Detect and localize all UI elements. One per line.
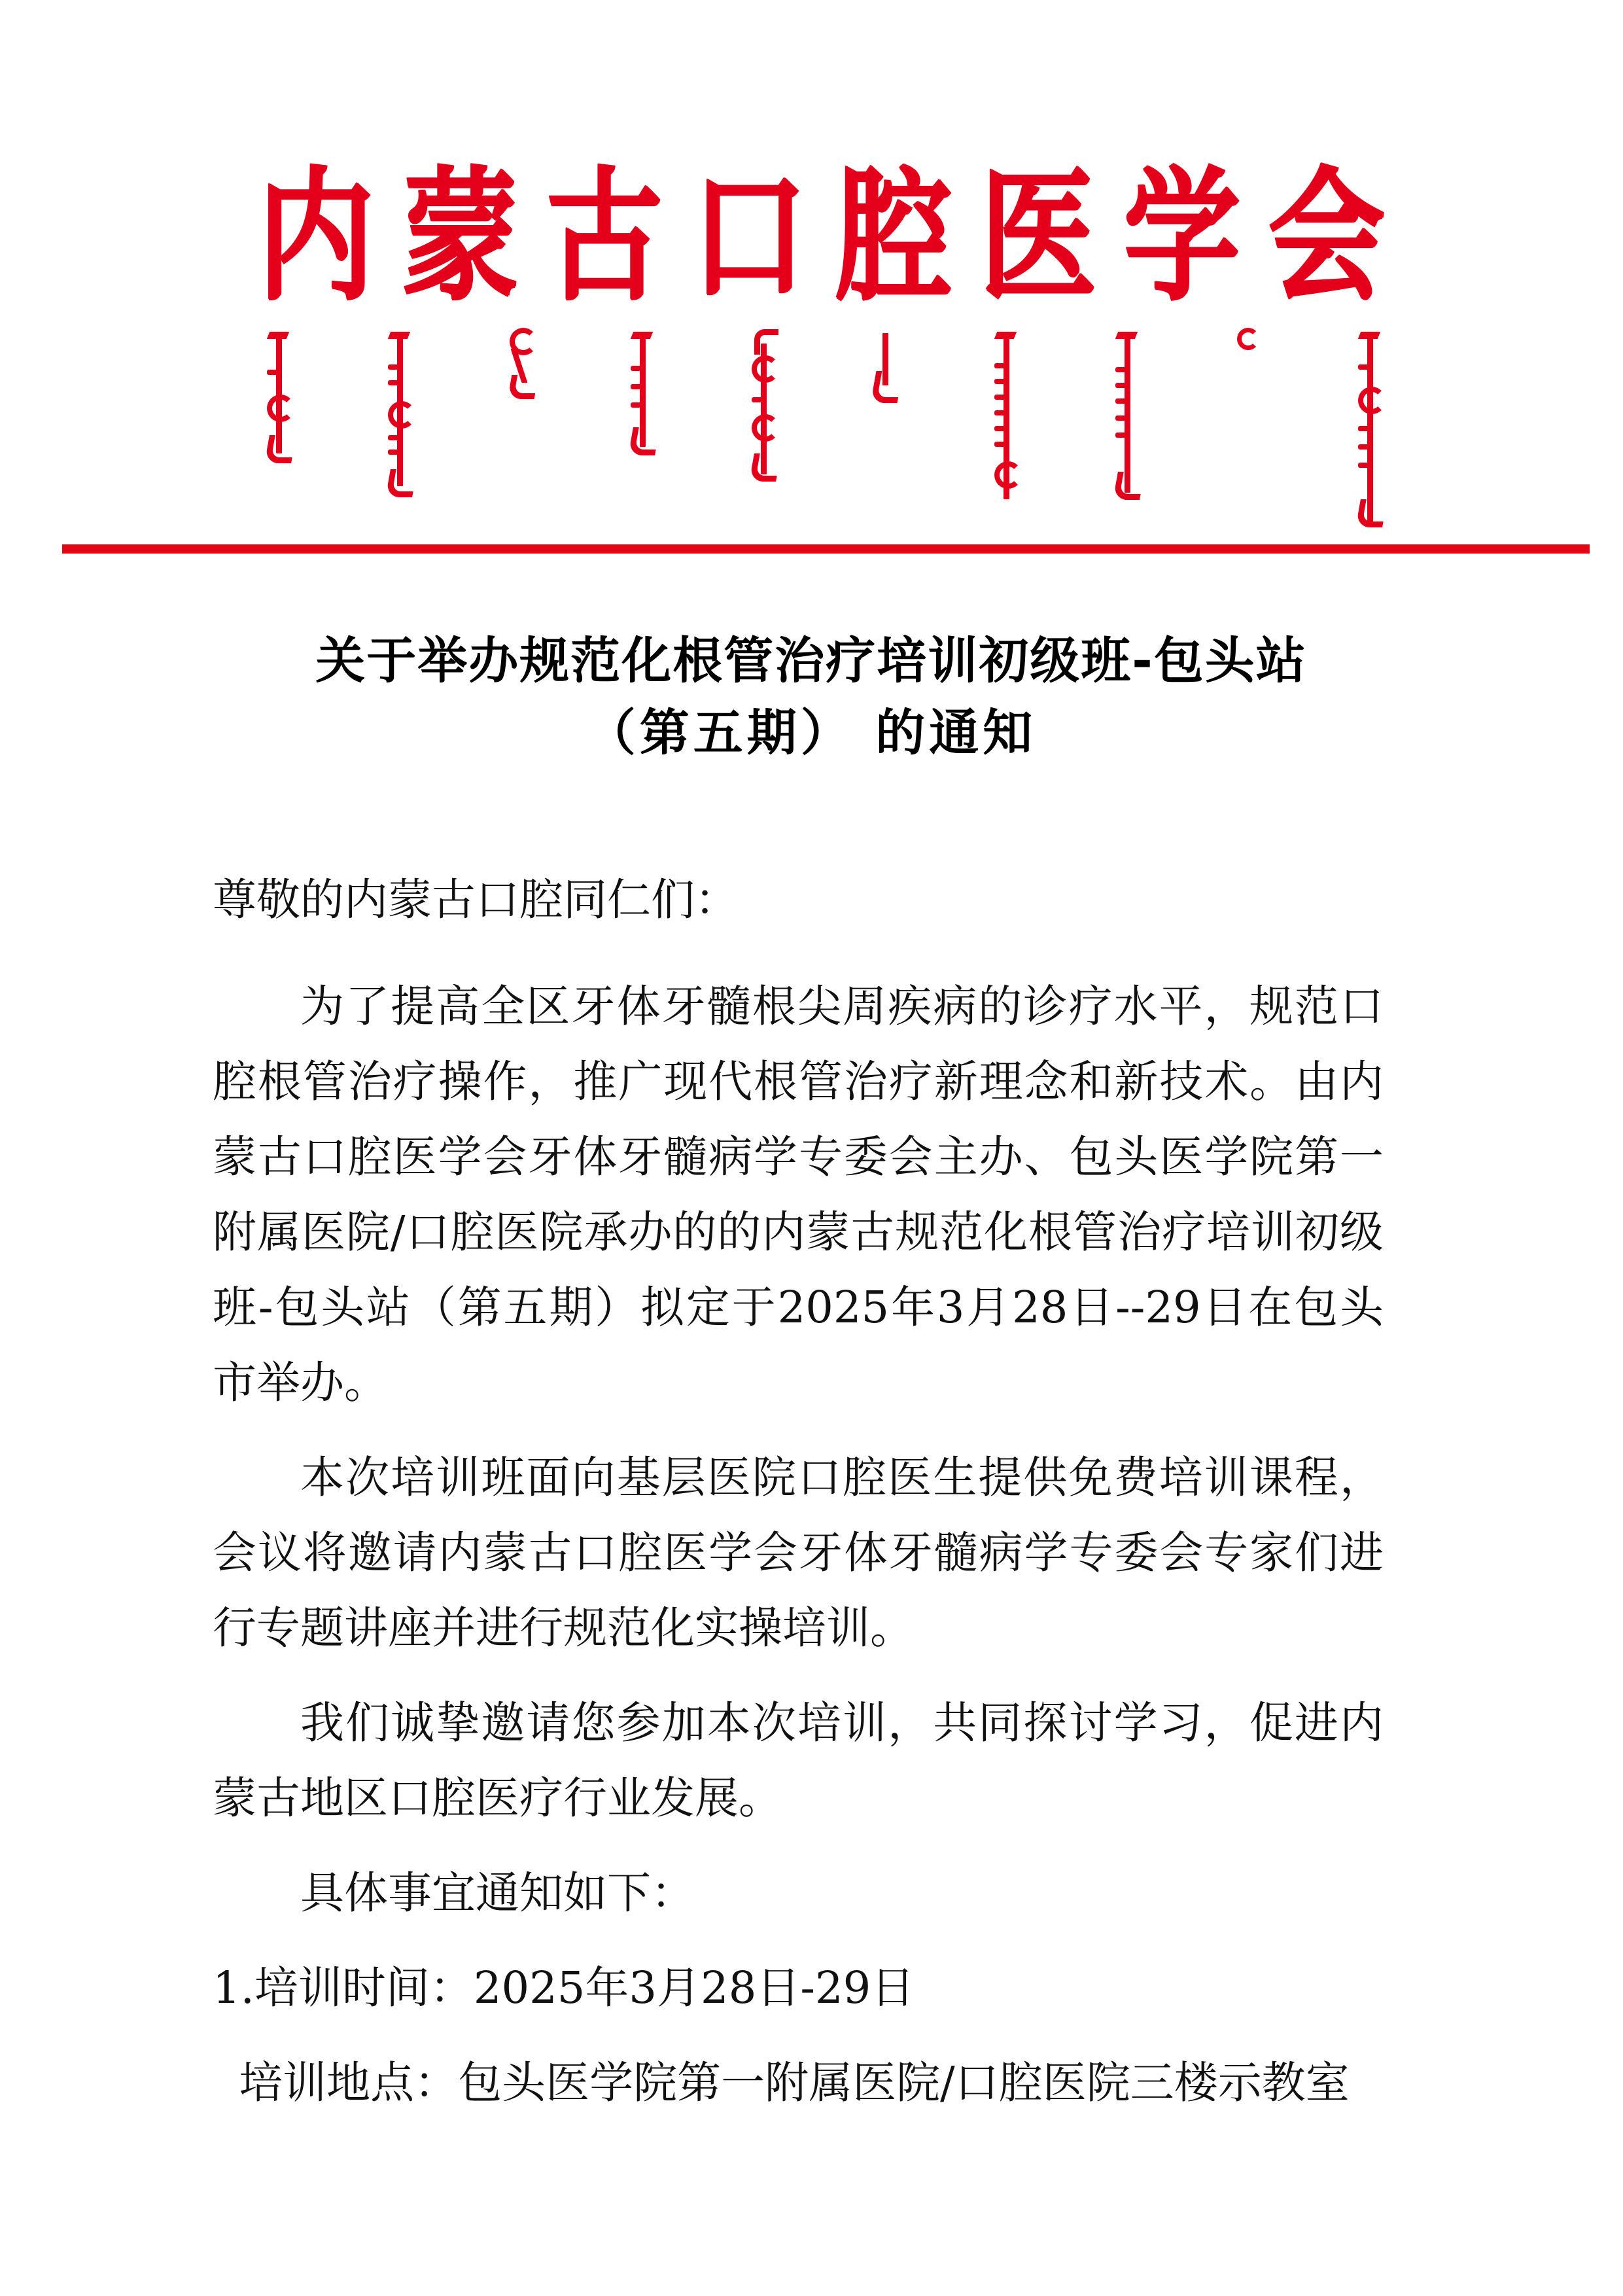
mongolian-word-2: [383, 324, 417, 520]
paragraph-course-details: 本次培训班面向基层医院口腔医生提供免费培训课程，会议将邀请内蒙古口腔医学会牙体牙髓病学专委会专家们进行专题讲座并进行规范化实操培训。: [213, 1452, 1384, 1653]
org-char-2: 蒙: [402, 150, 519, 320]
page-title-line-2: （第五期） 的通知: [585, 703, 1037, 762]
mongolian-word-4: [625, 324, 659, 520]
paragraph-invitation: 我们诚挚邀请您参加本次培训，共同探讨学习，促进内蒙古地区口腔医疗行业发展。: [213, 1697, 1384, 1824]
paragraph-background: 为了提高全区牙体牙髓根尖周疾病的诊疗水平，规范口腔根管治疗操作，推广现代根管治疗新理念和新技术。由内蒙古口腔医学会牙体牙髓病学专委会主办、包头医学院第一附属医院/口腔医院承办的的内蒙古规范化根管治疗培训初级班-包头站（第五期）拟定于2025年3月28日--29日在包头市举办。: [213, 981, 1384, 1408]
mongolian-word-3: [504, 324, 538, 520]
org-char-6: 医: [979, 150, 1096, 320]
mongolian-word-6: [868, 324, 902, 520]
page-title: [170, 625, 1452, 769]
org-char-8: 会: [1268, 150, 1385, 320]
mongolian-word-5: [746, 324, 780, 520]
mongolian-word-1: [262, 324, 296, 520]
org-char-4: 口: [690, 150, 807, 320]
organization-name-mongolian: [262, 324, 1387, 540]
mongolian-word-10: [1353, 324, 1387, 520]
letterhead: [0, 0, 1623, 569]
mongolian-word-8: [1110, 324, 1144, 520]
page-title-line-1: 关于举办规范化根管治疗培训初级班-包头站: [315, 631, 1307, 690]
mongolian-word-7: [989, 324, 1023, 520]
paragraph-details-lead: 具体事宜通知如下：: [300, 1867, 695, 1918]
mongolian-word-9: [1232, 324, 1266, 520]
notice-body: [213, 862, 1384, 2140]
salutation: 尊敬的内蒙古口腔同仁们：: [213, 874, 739, 925]
detail-item-training-time: 1.培训时间：2025年3月28日-29日: [213, 1962, 915, 2013]
detail-item-training-location: 培训地点：包头医学院第一附属医院/口腔医院三楼示教室: [239, 2057, 1350, 2108]
org-char-3: 古: [546, 150, 663, 320]
org-char-1: 内: [257, 150, 374, 320]
letterhead-divider-rule: [62, 544, 1590, 554]
org-char-7: 学: [1123, 150, 1240, 320]
org-char-5: 腔: [835, 150, 952, 320]
organization-name-chinese: [255, 150, 1387, 320]
